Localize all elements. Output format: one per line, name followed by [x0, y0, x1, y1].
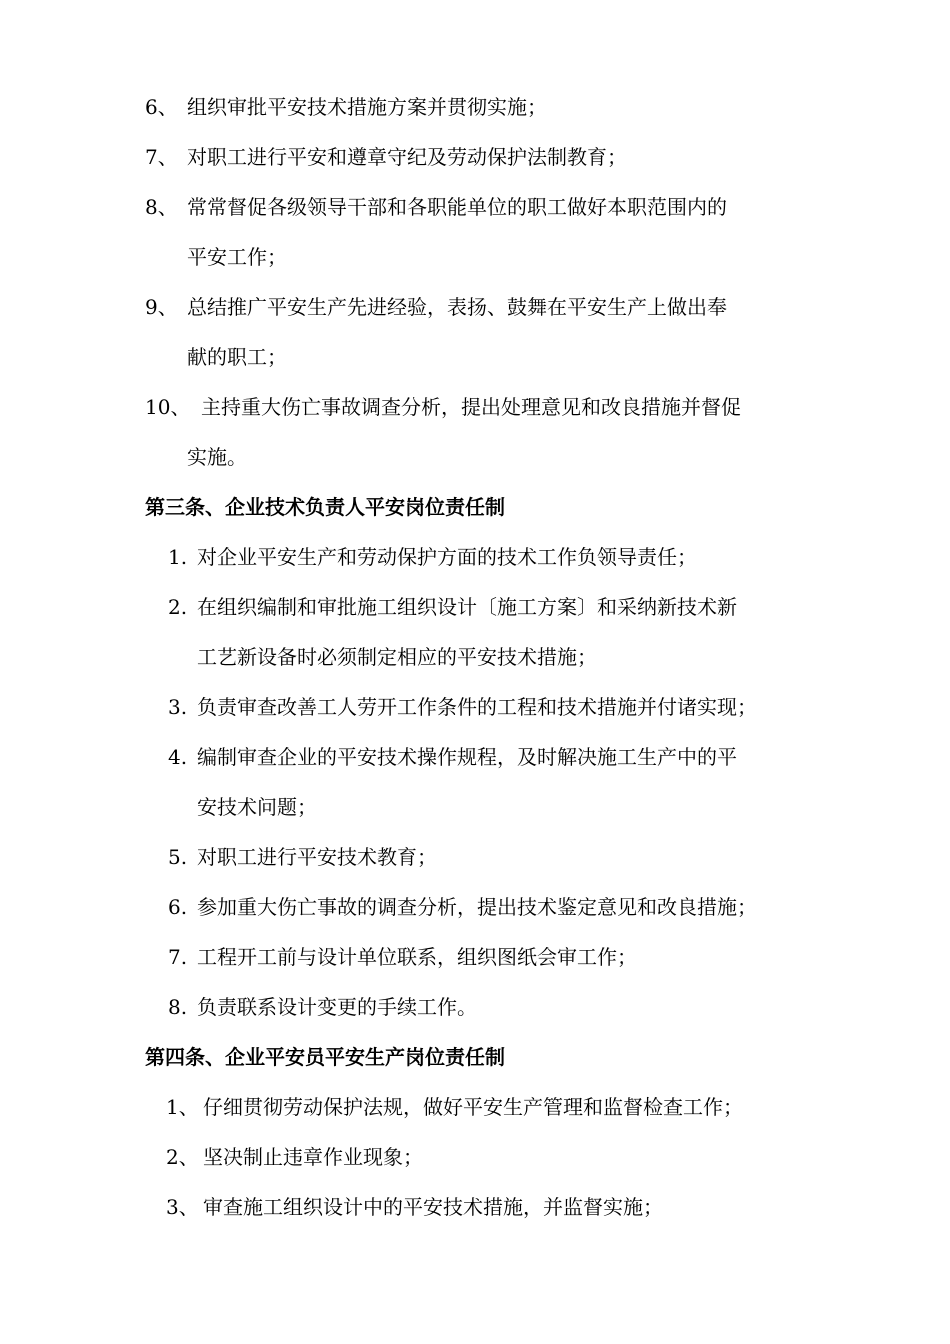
item-number: 3. [168, 695, 188, 719]
item-text: 负责审查改善工人劳开工作条件的工程和技术措施并付诸实现； [197, 695, 757, 719]
item-text: 坚决制止违章作业现象； [203, 1145, 423, 1169]
item-number: 8. [168, 995, 188, 1019]
section-title: 第四条、企业平安员平安生产岗位责任制 [145, 1045, 505, 1069]
item-number: 5. [168, 845, 188, 869]
section-title: 第三条、企业技术负责人平安岗位责任制 [145, 495, 505, 519]
item-number: 2、 [166, 1145, 199, 1169]
item-text: 审查施工组织设计中的平安技术措施，并监督实施； [203, 1195, 663, 1219]
item-text: 编制审查企业的平安技术操作规程，及时解决施工生产中的平 [197, 745, 737, 769]
item-number: 2. [168, 595, 188, 619]
item-text: 组织审批平安技术措施方案并贯彻实施； [187, 95, 547, 119]
item-number: 10、 [145, 395, 191, 419]
item-number: 1、 [166, 1095, 199, 1119]
item-text: 对企业平安生产和劳动保护方面的技术工作负领导责任； [197, 545, 697, 569]
item-number: 9、 [145, 295, 178, 319]
item-number: 4. [168, 745, 188, 769]
item-text: 在组织编制和审批施工组织设计〔施工方案〕和采纳新技术新 [197, 595, 737, 619]
item-text: 主持重大伤亡事故调查分析，提出处理意见和改良措施并督促 [201, 395, 741, 419]
item-text: 负责联系设计变更的手续工作。 [197, 995, 477, 1019]
item-text-continuation: 安技术问题； [197, 795, 317, 819]
item-number: 3、 [166, 1195, 199, 1219]
item-number: 7、 [145, 145, 178, 169]
item-text-continuation: 实施。 [187, 445, 247, 469]
item-number: 6、 [145, 95, 178, 119]
item-number: 7. [168, 945, 188, 969]
item-text-continuation: 献的职工； [187, 345, 287, 369]
item-text: 对职工进行平安技术教育； [197, 845, 437, 869]
item-text: 常常督促各级领导干部和各职能单位的职工做好本职范围内的 [187, 195, 727, 219]
item-text: 总结推广平安生产先进经验，表扬、鼓舞在平安生产上做出奉 [187, 295, 727, 319]
item-text: 参加重大伤亡事故的调查分析，提出技术鉴定意见和改良措施； [197, 895, 757, 919]
item-text: 工程开工前与设计单位联系，组织图纸会审工作； [197, 945, 637, 969]
item-text: 对职工进行平安和遵章守纪及劳动保护法制教育； [187, 145, 627, 169]
item-number: 1. [168, 545, 188, 569]
item-text: 仔细贯彻劳动保护法规，做好平安生产管理和监督检查工作； [203, 1095, 743, 1119]
item-text-continuation: 工艺新设备时必须制定相应的平安技术措施； [197, 645, 597, 669]
item-text-continuation: 平安工作； [187, 245, 287, 269]
item-number: 6. [168, 895, 188, 919]
item-number: 8、 [145, 195, 178, 219]
